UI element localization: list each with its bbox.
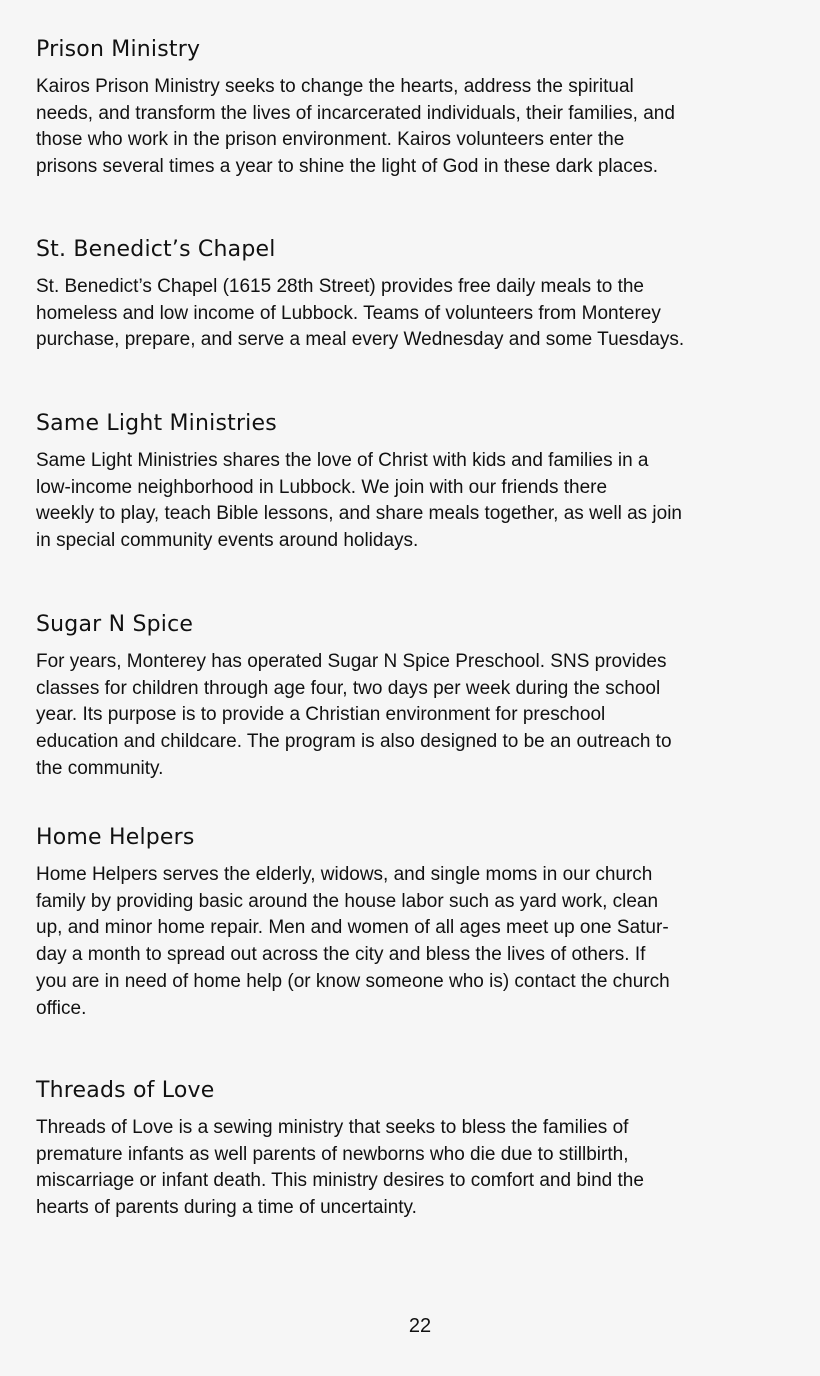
body-line: classes for children through age four, two days per week during the school — [36, 677, 661, 699]
body-line: up, and minor home repair. Men and women of all ages meet up one Satur- — [36, 917, 669, 939]
body-line: needs, and transform the lives of incarcerated individuals, their families, and — [36, 102, 675, 124]
body-line: the community. — [36, 757, 164, 779]
body-line: Threads of Love is a sewing ministry that seeks to bless the families of — [36, 1117, 629, 1138]
section-body — [36, 274, 796, 354]
section-heading: Threads of Love — [36, 1078, 215, 1103]
body-line: family by providing basic around the house labor such as yard work, clean — [36, 890, 659, 912]
body-line: Kairos Prison Ministry seeks to change the hearts, address the spiritual — [36, 76, 634, 97]
section-threads-of-love — [36, 1077, 796, 1222]
section-body — [36, 448, 796, 555]
body-line: premature infants as well parents of newborns who die due to stillbirth, — [36, 1143, 629, 1165]
section-heading: Home Helpers — [36, 825, 195, 850]
body-line: St. Benedict’s Chapel (1615 28th Street) provides free daily meals to the — [36, 276, 644, 297]
body-line: you are in need of home help (or know someone who is) contact the church — [36, 970, 670, 992]
body-line: homeless and low income of Lubbock. Teams of volunteers from Monterey — [36, 302, 661, 324]
body-line: year. Its purpose is to provide a Christian environment for preschool — [36, 704, 606, 726]
body-line: Home Helpers serves the elderly, widows, and single moms in our church — [36, 864, 653, 885]
page-number: 22 — [408, 1315, 432, 1337]
body-line: Same Light Ministries shares the love of Christ with kids and families in a — [36, 450, 649, 471]
body-line: day a month to spread out across the city and bless the lives of others. If — [36, 944, 646, 966]
section-st-benedicts-chapel — [36, 236, 796, 354]
body-line: weekly to play, teach Bible lessons, and share meals together, as well as join — [36, 503, 682, 525]
body-line: purchase, prepare, and serve a meal every Wednesday and some Tuesdays. — [36, 329, 685, 351]
section-body — [36, 862, 796, 1022]
section-heading: Same Light Ministries — [36, 411, 277, 436]
body-line: hearts of parents during a time of uncertainty. — [36, 1197, 417, 1219]
section-same-light-ministries — [36, 410, 796, 555]
body-line: For years, Monterey has operated Sugar N Spice Preschool. SNS provides — [36, 651, 667, 672]
section-heading: St. Benedict’s Chapel — [36, 237, 276, 262]
section-prison-ministry — [36, 36, 796, 181]
section-heading: Sugar N Spice — [36, 612, 194, 637]
section-sugar-n-spice — [36, 611, 796, 783]
body-line: office. — [36, 997, 87, 1019]
body-line: those who work in the prison environment. Kairos volunteers enter the — [36, 129, 625, 151]
body-line: prisons several times a year to shine the light of God in these dark places. — [36, 156, 659, 178]
body-line: miscarriage or infant death. This ministry desires to comfort and bind the — [36, 1170, 644, 1192]
body-line: education and childcare. The program is also designed to be an outreach to — [36, 731, 672, 753]
body-line: low-income neighborhood in Lubbock. We join with our friends there — [36, 476, 608, 498]
section-body — [36, 1115, 796, 1222]
section-body — [36, 649, 796, 783]
body-line: in special community events around holidays. — [36, 530, 419, 552]
section-home-helpers — [36, 824, 796, 1022]
section-body — [36, 74, 796, 181]
section-heading: Prison Ministry — [36, 37, 201, 62]
